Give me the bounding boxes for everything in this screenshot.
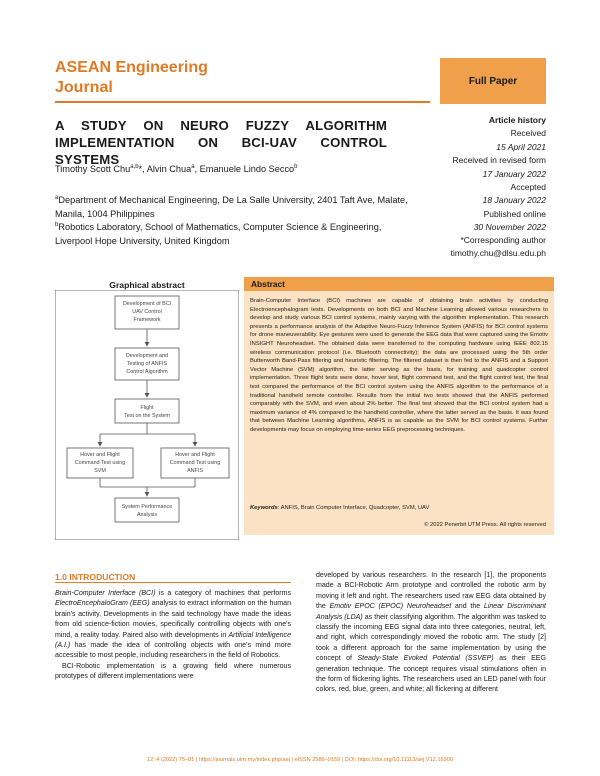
accepted-label: Accepted xyxy=(510,182,546,193)
author-list xyxy=(55,164,298,174)
flow-box-text: Analysis xyxy=(136,512,158,518)
article-title xyxy=(55,117,387,168)
text-run: as their EEG generation technique. The concept requires visual stimulations often in the form of flickering lights. The researchers used an LED panel with four colors, red, blue, green, and white; all flickering at different xyxy=(316,655,546,694)
affiliation-mark: a xyxy=(55,194,59,201)
full-paper-badge: Full Paper xyxy=(440,58,546,104)
term: Artificial Intelligence (A.I.) xyxy=(55,631,291,650)
affiliation xyxy=(55,221,415,248)
author-name: Timothy Scott Chu xyxy=(55,164,131,174)
corresponding-label: *Corresponding author xyxy=(460,235,546,245)
keywords-list: : ANFIS, Brain Computer Interface, Quadcopter, SVM, UAV xyxy=(277,505,430,511)
received-label: Received xyxy=(510,128,546,139)
body-column-right xyxy=(316,571,546,696)
flow-box-flight-test xyxy=(115,399,179,423)
section-heading-introduction: 1.0 INTRODUCTION xyxy=(55,572,136,582)
page-footer: 12: 4 (2022) 75–81 | https://journals.utm.my/index.php/aej | eISSN 2586–9159 | DOI: https://doi.org/10.11113/aej.V12.16900 xyxy=(147,757,453,763)
received-date: 15 April 2021 xyxy=(496,141,546,152)
article-history xyxy=(420,114,546,235)
flow-box-text: Framework xyxy=(133,317,161,323)
corresponding-author xyxy=(420,234,546,260)
published-label: Published online xyxy=(483,208,546,219)
term: Linear Discriminant Analysis (LDA) xyxy=(316,603,546,621)
author-name: Emanuele Lindo Secco xyxy=(199,164,295,174)
flow-box-text: Test on the System xyxy=(124,413,170,419)
abstract-box xyxy=(244,277,554,535)
flow-box-text: Flight xyxy=(140,405,154,411)
flow-box-anfis-control xyxy=(115,348,179,380)
term: Brain-Computer Interface (BCI) xyxy=(55,590,156,597)
text-run: is a category of machines that performs xyxy=(155,590,291,597)
text-run: as their classifying algorithm. The algorithm was tasked to classify the incoming EEG signal data into three categories, neutral, left, and right, which correspondingly moved the robotic arm. The study [2] took a different approach for the same implementation by using the concept of xyxy=(316,613,546,663)
section-rule xyxy=(55,582,291,583)
term: Emotiv EPOC (EPOC) Neuroheadset xyxy=(329,603,452,611)
abstract-keywords xyxy=(250,505,548,511)
journal-name xyxy=(55,58,265,98)
flow-box-text: ANFIS xyxy=(187,468,203,474)
author-name: Alvin Chua xyxy=(146,164,192,174)
graphical-abstract-title: Graphical abstract xyxy=(109,280,185,290)
flow-box-text: Command Test using xyxy=(74,460,126,466)
intro-paragraph-2-cont xyxy=(316,571,546,696)
author-separator: , xyxy=(194,164,200,174)
published-date: 30 November 2022 xyxy=(473,222,546,233)
graphical-abstract-flowchart xyxy=(55,290,239,540)
author-affil-mark: a,b xyxy=(130,163,139,170)
flow-box-text: Development and xyxy=(125,353,169,359)
affiliation xyxy=(55,194,415,221)
flow-box-bci-framework xyxy=(115,296,179,329)
affiliation-text: Robotics Laboratory, School of Mathematics, Computer Science & Engineering, Liverpool Hope University, United Kingdom xyxy=(55,222,382,246)
intro-paragraph-2: BCI-Robotic implementation is a growing field where numerous prototypes of different implementations were xyxy=(55,662,291,681)
title-line-2: IMPLEMENTATION ON BCI-UAV CONTROL SYSTEMS xyxy=(55,135,387,167)
flow-box-text: Control Algorithm xyxy=(126,369,168,375)
flow-box-text: Hover and Flight xyxy=(80,452,120,458)
text-run: and the xyxy=(451,603,484,611)
revised-label: Received in revised form xyxy=(452,155,546,166)
author-separator: *, xyxy=(138,164,147,174)
affiliation-text: Department of Mechanical Engineering, De La Salle University, 2401 Taft Ave, Malate, Manila, 1004 Philippines xyxy=(55,195,408,219)
copyright-notice: © 2022 Penerbit UTM Press. All rights reserved xyxy=(424,522,546,528)
flow-box-text: Hover and Flight xyxy=(175,452,215,458)
author-affil-mark: b xyxy=(294,163,298,170)
flow-box-anfis-test xyxy=(161,448,229,478)
term: Steady-State Evoked Potential (SSVEP) xyxy=(357,655,494,663)
body-column-left xyxy=(55,589,291,683)
revised-date: 17 January 2022 xyxy=(482,168,546,179)
flow-box-text: Testing of ANFIS xyxy=(126,361,168,367)
author-email[interactable]: timothy.chu@dlsu.edu.ph xyxy=(450,248,546,258)
text-run: has made the idea of controlling objects with one's mind more accessible to most people, including researchers in the field of Robotics. xyxy=(55,642,291,660)
accepted-date: 18 January 2022 xyxy=(482,195,546,206)
affiliation-mark: b xyxy=(55,221,59,228)
flow-box-svm-test xyxy=(67,448,133,478)
flow-box-performance-analysis xyxy=(115,498,179,522)
keywords-label: Keywords xyxy=(250,505,278,511)
flow-box-text: SVM xyxy=(94,468,106,474)
text-run: developed by various researchers. In the research [1], the proponents made a BCI-Robotic Arm prototype and controlled the robotic arm by moving it left and right. The researchers used raw EEG data obtained by the xyxy=(316,572,546,611)
text-run: analysis to extract information on the human brain's activity. Developments in the said technology have made the ideas from old science-fiction movies, specifically controlling objects with one's mind, a reality today. Paired also with developments in xyxy=(55,600,291,639)
author-affil-mark: a xyxy=(191,163,195,170)
header-rule xyxy=(55,101,430,103)
journal-name-line2: Journal xyxy=(55,79,113,96)
flow-box-text: System Performance xyxy=(121,504,173,510)
flow-box-text: Command Test using xyxy=(169,460,221,466)
journal-name-line1: ASEAN Engineering xyxy=(55,59,208,76)
history-heading: Article history xyxy=(488,115,546,125)
flow-box-text: UAV Control xyxy=(132,309,162,315)
abstract-body: Brain-Computer Interface (BCI) machines are capable of obtaining brain activities by conducting Electroencephalogram tests. Developments on both BCI and Machine Learning allowed various researchers to develop and study various BCI control systems, mainly varying with the algorithm implementation. This research presents a performance analysis of the Adaptive Neuro-Fuzzy Inference System (ANFIS) for BCI control systems for drone maneuverability. Eye gestures were used to generate the EEG data that were captured using the Emotiv INSIGHT Neuroheadset. The obtained data were transferred to the computing hardware using IEEE 802.15 wireless communication protocol (i.e. Bluetooth connectivity); the data are processed using the 5th order Butterworth Band-Pass filtering and heuristic filtering. The filtered dataset is then fed to the ANFIS and a Support Vector Machine (SVM) algorithm, the latter serving as the basis, for training and quadcopter control implementation. Three flight tests were done, hover test, flight command test, and the flight control test, the final test compared the performance of the BCI control system using the ANFIS algorithm to the performance of a traditional handheld remote controller. Results from the initial two tests showed that the ANFIS performed comparably with the SVM, and even about 2% better. The final test showed that the BCI control system had a maximum variance of 4% compared to the handheld controller, where the latter served as the basis. It was found that between Machine Learning algorithms, ANFIS is as capable as the SVM for BCI control systems. Further developments may focus on employing time-series EEG preprocessing techniques. xyxy=(250,298,548,433)
abstract-heading: Abstract xyxy=(244,277,554,291)
term: ElectroEncephaloGram (EEG) xyxy=(55,600,150,608)
flow-box-text: Development of BCI xyxy=(122,301,172,307)
title-line-1: A STUDY ON NEURO FUZZY ALGORITHM xyxy=(55,118,387,133)
intro-paragraph-1 xyxy=(55,589,291,662)
